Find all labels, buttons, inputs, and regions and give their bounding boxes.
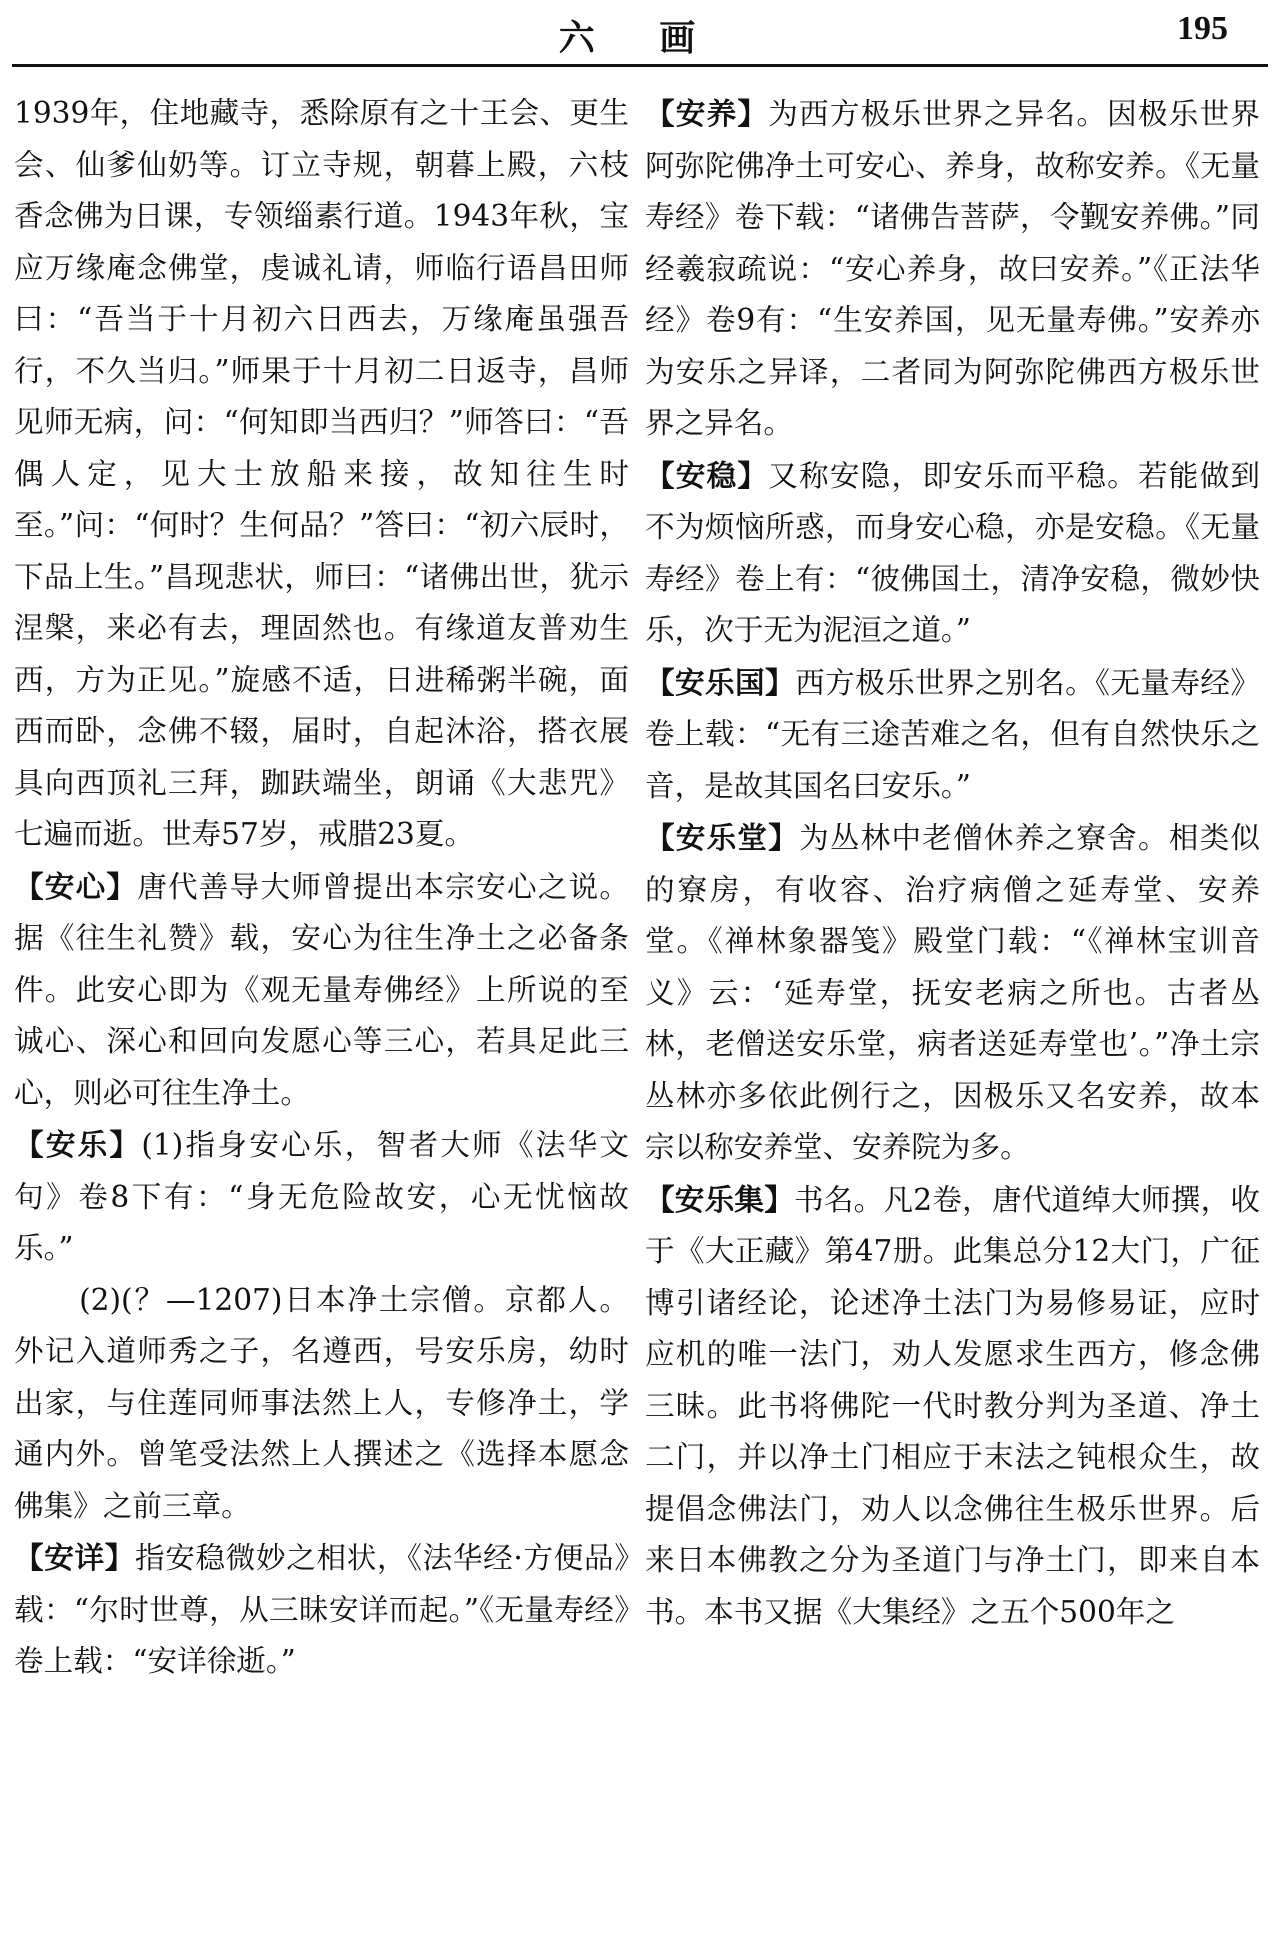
entry-anxiang [14,1532,629,1688]
continued-paragraph: 1939年，住地藏寺，悉除原有之十王会、更生会、仙爹仙奶等。订立寺规，朝暮上殿，六枝香念佛为日课，专领缁素行道。1943年秋，宝应万缘庵念佛堂，虔诚礼请，师临行语昌田师曰：“吾当于十月初六日西去，万缘庵虽强吾行，不久当归。”师果于十月初二日返寺，昌师见师无病，问：“何知即当西归？”师答曰：“吾偶人定，见大士放船来接，故知往生时至。”问：“何时？生何品？”答曰：“初六辰时，下品上生。”昌现悲状，师曰：“诸佛出世，犹示涅槃，来必有去，理固然也。有缘道友普劝生西，方为正见。”旋感不适，日进稀粥半碗，面西而卧，念佛不辍，届时，自起沐浴，搭衣展具向西顶礼三拜，跏趺端坐，朗诵《大悲咒》七遍而逝。世寿57岁，戒腊23夏。 [14,96,629,851]
entry-definition: 指安稳微妙之相状，《法华经·方便品》载：“尔时世尊，从三昧安详而起。”《无量寿经》卷上载：“安详徐逝。” [14,1541,630,1678]
entry-headword: 【安乐】 [14,1127,142,1162]
entry-definition: 为丛林中老僧休养之寮舍。相类似的寮房，有收容、治疗病僧之延寿堂、安养堂。《禅林象器笺》殿堂门载：“《禅林宝训音义》云：‘延寿堂，抚安老病之所也。古者丛林，老僧送安乐堂，病者送延寿堂也’。”净土宗丛林亦多依此例行之，因极乐又名安养，故本宗以称安养堂、安养院为多。 [645,821,1261,1164]
entry-definition: 西方极乐世界之别名。《无量寿经》卷上载：“无有三途苦难之名，但有自然快乐之音，是故其国名曰安乐。” [645,665,1261,803]
entry-anwen [645,450,1260,657]
entry-anletang [645,812,1260,1174]
entry-definition: (1)指身安心乐，智者大师《法华文句》卷8下有：“身无危险故安，心无忧恼故乐。” [14,1128,630,1265]
entry-headword: 【安心】 [14,868,138,904]
header-rule [12,64,1268,67]
entry-definition: 为西方极乐世界之异名。因极乐世界阿弥陀佛净土可安心、养身，故称安养。《无量寿经》卷下载：“诸佛告菩萨，令觐安养佛。”同经羲寂疏说：“安心养身，故曰安养。”《正法华经》卷9有：“生安养国，见无量寿佛。”安养亦为安乐之异译，二者同为阿弥陀佛西方极乐世界之异名。 [645,97,1261,440]
entry-anle-sense-2: (2)(？—1207)日本净土宗僧。京都人。外记入道师秀之子，名遵西，号安乐房，幼时出家，与住莲同师事法然上人，专修净土，学通内外。曾笔受法然上人撰述之《选择本愿念佛集》之前三章。 [14,1282,629,1523]
entry-headword: 【安养】 [645,96,769,131]
entry-definition: 唐代善导大师曾提出本宗安心之说。据《往生礼赞》载，安心为往生净土之必备条件。此安心即为《观无量寿佛经》上所说的至诚心、深心和回向发愿心等三心，若具足此三心，则必可往生净土。 [14,869,630,1110]
entry-definition: 又称安隐，即安乐而平稳。若能做到不为烦恼所惑，而身安心稳，亦是安稳。《无量寿经》卷上有：“彼佛国土，清净安稳，微妙快乐，次于无为泥洹之道。” [645,458,1261,647]
entry-headword: 【安详】 [14,1540,135,1575]
right-column [645,88,1260,1638]
running-title: 六 画 [558,17,722,59]
page-header [12,0,1268,66]
entry-anleguo [645,657,1260,813]
entry-anxin [14,861,629,1120]
entry-anle [14,1119,629,1275]
entry-definition: 书名。凡2卷，唐代道绰大师撰，收于《大正藏》第47册。此集总分12大门，广征博引诸经论，论述净土法门为易修易证，应时应机的唯一法门，劝人发愿求生西方，修念佛三昧。此书将佛陀一代时教分判为圣道、净土二门，并以净土门相应于末法之钝根众生，故提倡念佛法门，劝人以念佛往生极乐世界。后来日本佛教之分为圣道门与净土门，即来自本书。本书又据《大集经》之五个500年之 [645,1182,1261,1629]
entry-headword: 【安稳】 [645,457,769,493]
entry-headword: 【安乐堂】 [645,820,800,855]
entry-anyang [645,88,1260,450]
entry-anleji [645,1174,1260,1639]
left-column [14,88,629,1688]
entry-headword: 【安乐集】 [645,1181,795,1217]
entry-headword: 【安乐国】 [645,664,796,700]
page-number: 195 [1177,10,1228,47]
